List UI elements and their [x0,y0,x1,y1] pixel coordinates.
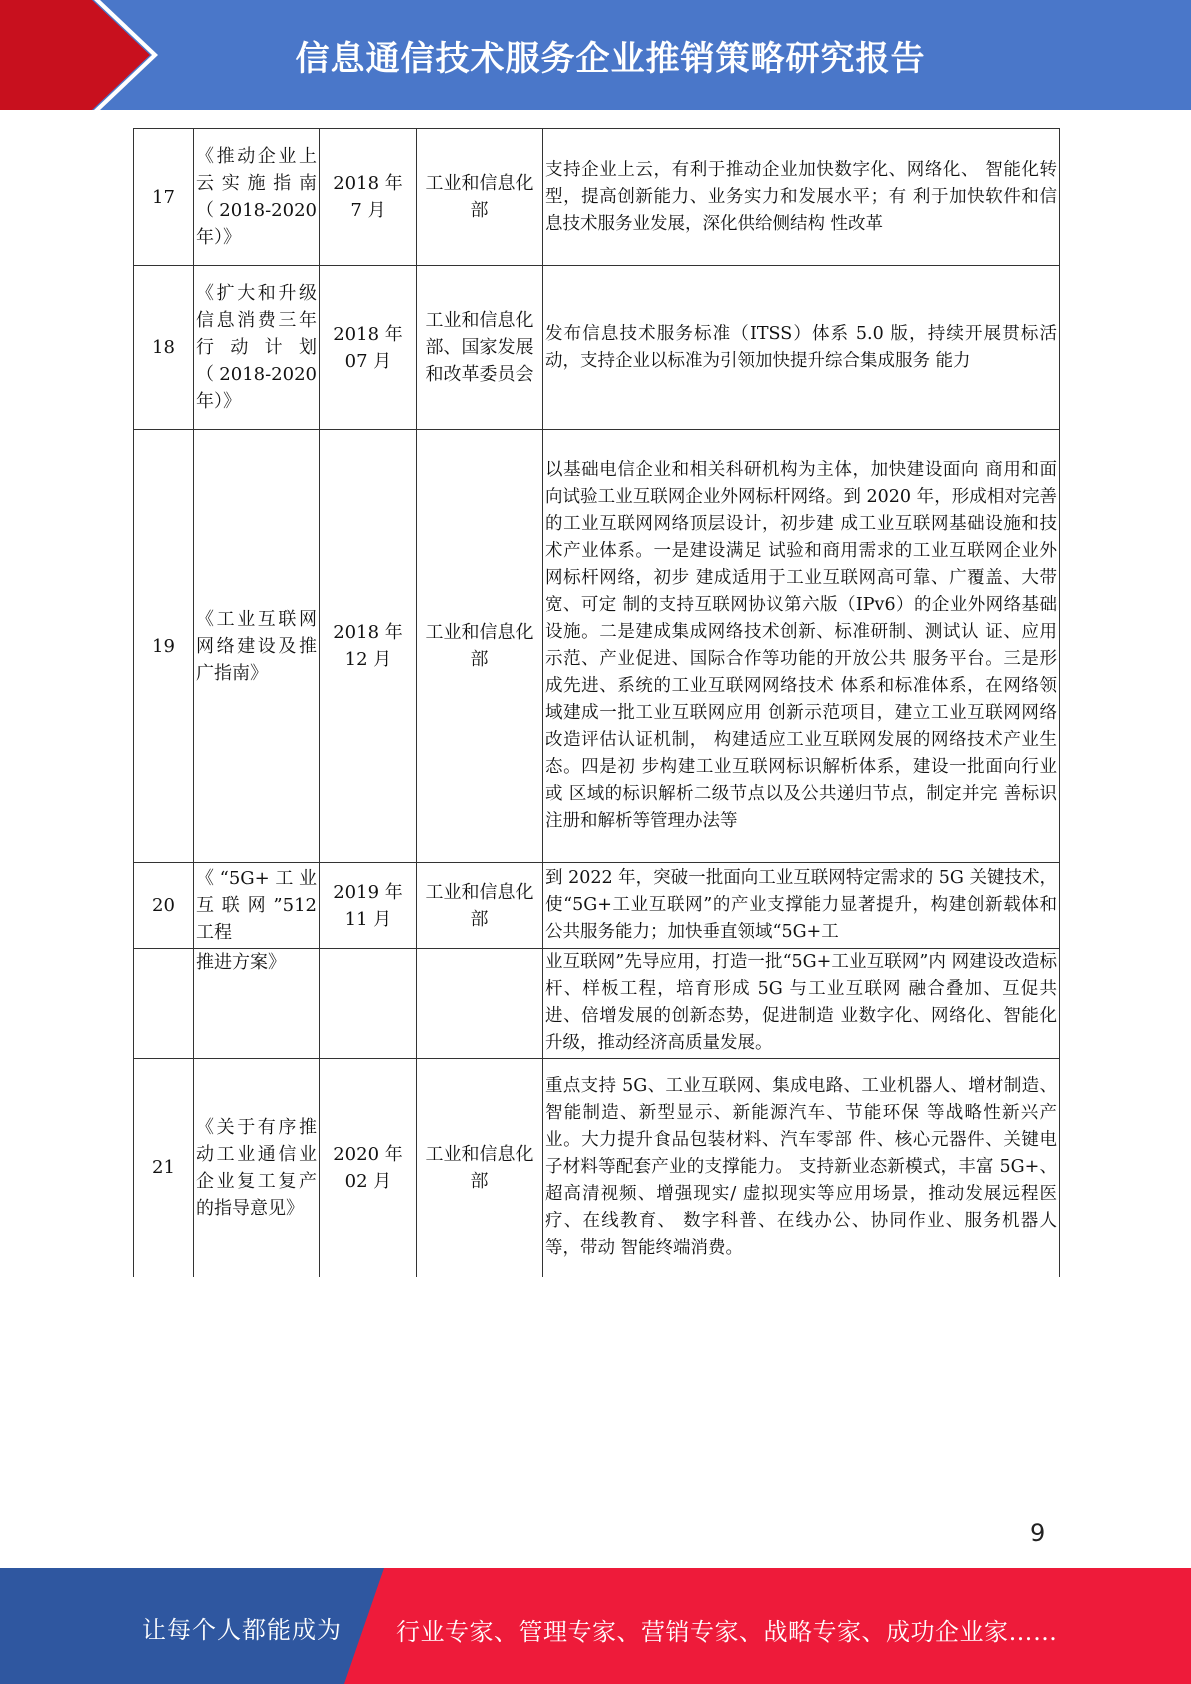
report-title: 信息通信技术服务企业推销策略研究报告 [295,38,926,79]
issue-date [320,863,417,949]
policy-name: 《“5G+工业互联网”512 工程 [194,863,320,949]
issue-month: 07 月 [344,350,392,372]
table-row [134,266,1060,430]
issue-month: 12 月 [344,649,392,670]
issue-year: 2019 年 [333,881,403,903]
issue-year: 2018 年 [333,622,403,643]
issue-month: 02 月 [344,1170,392,1192]
page-number: 9 [1030,1519,1046,1547]
policy-name: 《扩大和升级信息消费三年行动计划（2018-2020年）》 [194,266,320,430]
row-number: 20 [134,863,194,949]
row-number [134,949,194,1059]
policy-content: 以基础电信企业和相关科研机构为主体，加快建设面向 商用和面向试验工业互联网企业外网标杆网络。到 2020 年，形成相对完善的工业互联网网络顶层设计，初步建 成工业互联网基础设施和技术产业体系。一是建设满足 试验和商用需求的工业互联网企业外网标杆网络，初步 建成适用于工业互联网高可靠、广覆盖、大带宽、可定 制的支持互联网协议第六版（IPv6）的企业外网络基础 设施。二是建成集成网络技术创新、标准研制、测试认 证、应用示范、产业促进、国际合作等功能的开放公共 服务平台。三是形成先进、系统的工业互联网网络技术 体系和标准体系，在网络领域建成一批工业互联网应用 创新示范项目，建立工业互联网网络改造评估认证机制， 构建适应工业互联网发展的网络技术产业生态。四是初 步构建工业互联网标识解析体系，建设一批面向行业或 区域的标识解析二级节点以及公共递归节点，制定并完 善标识注册和解析等管理办法等 [543,430,1060,863]
row-number: 19 [134,430,194,863]
issue-date [320,949,417,1059]
policy-table [133,128,1060,1277]
issue-month: 7 月 [350,200,386,221]
issue-date [320,129,417,266]
policy-name: 《推动企业上云实施指南（2018-2020年）》 [194,129,320,266]
policy-content: 支持企业上云，有利于推动企业加快数字化、网络化、 智能化转型，提高创新能力、业务实力和发展水平；有 利于加快软件和信息技术服务业发展，深化供给侧结构 性改革 [543,129,1060,266]
issue-date [320,266,417,430]
issue-month: 11 月 [344,908,392,930]
issue-date [320,1059,417,1277]
issue-year: 2018 年 [333,323,403,345]
policy-name: 《工业互联网网络建设及推广指南》 [194,430,320,863]
header-arrow-decoration [0,0,160,110]
issuing-department: 工业和信息化部 [417,863,543,949]
issue-date [320,430,417,863]
row-number: 18 [134,266,194,430]
issue-year: 2018 年 [333,173,403,194]
table-row [134,863,1060,949]
issuing-department [417,949,543,1059]
policy-content: 重点支持 5G、工业互联网、集成电路、工业机器人、增材制造、智能制造、新型显示、新能源汽车、节能环保 等战略性新兴产业。大力提升食品包装材料、汽车零部 件、核心元器件、关键电子材料等配套产业的支撑能力。 支持新业态新模式，丰富 5G+、超高清视频、增强现实/ 虚拟现实等应用场景，推动发展远程医疗、在线教育、 数字科普、在线办公、协同作业、服务机器人等，带动 智能终端消费。 [543,1059,1060,1277]
table-row [134,129,1060,266]
issuing-department: 工业和信息化部 [417,430,543,863]
policy-content: 到 2022 年，突破一批面向工业互联网特定需求的 5G 关键技术，使“5G+工业互联网”的产业支撑能力显著提升，构建创新载体和公共服务能力；加快垂直领域“5G+工 [543,863,1060,949]
issue-year: 2020 年 [333,1143,403,1165]
page-header [0,0,1191,110]
table-row [134,1059,1060,1277]
row-number: 17 [134,129,194,266]
table-row [134,430,1060,863]
issuing-department: 工业和信息化部 [417,1059,543,1277]
issuing-department: 工业和信息化部 [417,129,543,266]
policy-content: 业互联网”先导应用，打造一批“5G+工业互联网”内 网建设改造标杆、样板工程，培育形成 5G 与工业互联网 融合叠加、互促共进、倍增发展的创新态势，促进制造 业数字化、网络化、智能化升级，推动经济高质量发展。 [543,949,1060,1059]
footer-slogan-left: 让每个人都能成为 [142,1616,342,1644]
table-row [134,949,1060,1059]
policy-name: 推进方案》 [194,949,320,1059]
row-number: 21 [134,1059,194,1277]
policy-content: 发布信息技术服务标准（ITSS）体系 5.0 版，持续开展贯标活动，支持企业以标准为引领加快提升综合集成服务 能力 [543,266,1060,430]
footer-slogan-right: 行业专家、管理专家、营销专家、战略专家、成功企业家…… [396,1618,1058,1646]
issuing-department: 工业和信息化部、国家发展和改革委员会 [417,266,543,430]
policy-name: 《关于有序推动工业通信业企业复工复产的指导意见》 [194,1059,320,1277]
